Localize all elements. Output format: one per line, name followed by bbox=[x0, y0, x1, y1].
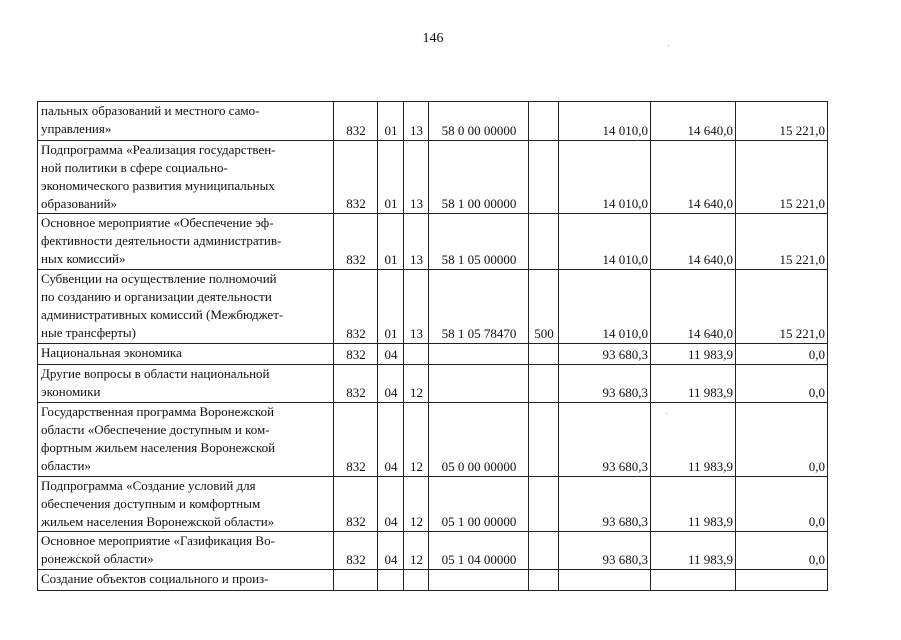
page-number: 146 bbox=[422, 31, 444, 46]
year3-cell: 0,0 bbox=[736, 403, 828, 477]
year3-cell: 15 221,0 bbox=[736, 102, 828, 141]
table-row bbox=[38, 477, 828, 532]
row-name-cell: Государственная программа Воронежской области «Обеспечение доступным и ком- фортным жильем населения Воронежской области» bbox=[38, 403, 334, 477]
vr-cell bbox=[529, 344, 559, 365]
year1-cell: 14 010,0 bbox=[559, 102, 651, 141]
year2-cell: 11 983,9 bbox=[651, 344, 736, 365]
year2-cell: 11 983,9 bbox=[651, 532, 736, 570]
vr-cell: 500 bbox=[529, 270, 559, 344]
year3-cell: 15 221,0 bbox=[736, 270, 828, 344]
table-row bbox=[38, 532, 828, 570]
csr-cell: 58 1 00 00000 bbox=[429, 141, 529, 214]
gr-cell: 832 bbox=[334, 365, 378, 403]
rz-cell: 01 bbox=[378, 141, 404, 214]
gr-cell: 832 bbox=[334, 214, 378, 270]
pr-cell: 13 bbox=[404, 102, 429, 141]
pr-cell: 12 bbox=[404, 532, 429, 570]
csr-cell: 05 1 00 00000 bbox=[429, 477, 529, 532]
year3-cell: 0,0 bbox=[736, 532, 828, 570]
rz-cell: 04 bbox=[378, 477, 404, 532]
year3-cell: 15 221,0 bbox=[736, 141, 828, 214]
table-row bbox=[38, 344, 828, 365]
vr-cell bbox=[529, 403, 559, 477]
budget-table bbox=[37, 101, 828, 591]
year2-cell: 11 983,9 bbox=[651, 477, 736, 532]
year2-cell: 14 640,0 bbox=[651, 270, 736, 344]
gr-cell: 832 bbox=[334, 344, 378, 365]
rz-cell: 04 bbox=[378, 403, 404, 477]
table-row bbox=[38, 141, 828, 214]
pr-cell: 12 bbox=[404, 477, 429, 532]
year1-cell: 14 010,0 bbox=[559, 141, 651, 214]
row-name-cell: Создание объектов социального и произ- bbox=[38, 570, 334, 591]
pr-cell bbox=[404, 344, 429, 365]
pr-cell: 13 bbox=[404, 270, 429, 344]
scan-speck bbox=[668, 45, 669, 46]
year3-cell: 0,0 bbox=[736, 477, 828, 532]
csr-cell: 58 1 05 00000 bbox=[429, 214, 529, 270]
rz-cell: 04 bbox=[378, 532, 404, 570]
rz-cell: 04 bbox=[378, 365, 404, 403]
pr-cell bbox=[404, 570, 429, 591]
rz-cell: 01 bbox=[378, 270, 404, 344]
vr-cell bbox=[529, 477, 559, 532]
vr-cell bbox=[529, 141, 559, 214]
csr-cell: 58 1 05 78470 bbox=[429, 270, 529, 344]
row-name-cell: Другие вопросы в области национальной экономики bbox=[38, 365, 334, 403]
rz-cell: 01 bbox=[378, 102, 404, 141]
year2-cell: 14 640,0 bbox=[651, 141, 736, 214]
vr-cell bbox=[529, 102, 559, 141]
gr-cell bbox=[334, 570, 378, 591]
year3-cell: 0,0 bbox=[736, 365, 828, 403]
vr-cell bbox=[529, 532, 559, 570]
gr-cell: 832 bbox=[334, 270, 378, 344]
pr-cell: 13 bbox=[404, 214, 429, 270]
table-row bbox=[38, 570, 828, 591]
year1-cell: 14 010,0 bbox=[559, 270, 651, 344]
row-name-cell: пальных образований и местного само- управления» bbox=[38, 102, 334, 141]
year1-cell: 93 680,3 bbox=[559, 403, 651, 477]
rz-cell: 04 bbox=[378, 344, 404, 365]
gr-cell: 832 bbox=[334, 141, 378, 214]
year1-cell: 93 680,3 bbox=[559, 477, 651, 532]
pr-cell: 12 bbox=[404, 403, 429, 477]
row-name-cell: Подпрограмма «Создание условий для обеспечения доступным и комфортным жильем населения Воронежской области» bbox=[38, 477, 334, 532]
year3-cell: 0,0 bbox=[736, 344, 828, 365]
year2-cell: 14 640,0 bbox=[651, 102, 736, 141]
rz-cell bbox=[378, 570, 404, 591]
pr-cell: 12 bbox=[404, 365, 429, 403]
table-row bbox=[38, 214, 828, 270]
year1-cell: 93 680,3 bbox=[559, 344, 651, 365]
vr-cell bbox=[529, 365, 559, 403]
csr-cell: 05 1 04 00000 bbox=[429, 532, 529, 570]
gr-cell: 832 bbox=[334, 403, 378, 477]
row-name-cell: Субвенции на осуществление полномочий по созданию и организации деятельности административных комиссий (Межбюджет- ные трансферты) bbox=[38, 270, 334, 344]
vr-cell bbox=[529, 570, 559, 591]
year1-cell: 93 680,3 bbox=[559, 365, 651, 403]
scan-speck bbox=[666, 413, 667, 414]
csr-cell bbox=[429, 365, 529, 403]
table-row bbox=[38, 270, 828, 344]
year1-cell bbox=[559, 570, 651, 591]
csr-cell: 05 0 00 00000 bbox=[429, 403, 529, 477]
year3-cell: 15 221,0 bbox=[736, 214, 828, 270]
budget-table-body bbox=[38, 102, 828, 591]
gr-cell: 832 bbox=[334, 102, 378, 141]
row-name-cell: Подпрограмма «Реализация государствен- ной политики в сфере социально- экономического развития муниципальных образований» bbox=[38, 141, 334, 214]
row-name-cell: Национальная экономика bbox=[38, 344, 334, 365]
year2-cell: 14 640,0 bbox=[651, 214, 736, 270]
year2-cell bbox=[651, 570, 736, 591]
csr-cell: 58 0 00 00000 bbox=[429, 102, 529, 141]
csr-cell bbox=[429, 570, 529, 591]
row-name-cell: Основное мероприятие «Обеспечение эф- фективности деятельности административ- ных комиссий» bbox=[38, 214, 334, 270]
year1-cell: 14 010,0 bbox=[559, 214, 651, 270]
table-row bbox=[38, 365, 828, 403]
year2-cell: 11 983,9 bbox=[651, 403, 736, 477]
year1-cell: 93 680,3 bbox=[559, 532, 651, 570]
gr-cell: 832 bbox=[334, 532, 378, 570]
rz-cell: 01 bbox=[378, 214, 404, 270]
vr-cell bbox=[529, 214, 559, 270]
row-name-cell: Основное мероприятие «Газификация Во- ронежской области» bbox=[38, 532, 334, 570]
table-row bbox=[38, 102, 828, 141]
pr-cell: 13 bbox=[404, 141, 429, 214]
table-row bbox=[38, 403, 828, 477]
year3-cell bbox=[736, 570, 828, 591]
year2-cell: 11 983,9 bbox=[651, 365, 736, 403]
csr-cell bbox=[429, 344, 529, 365]
gr-cell: 832 bbox=[334, 477, 378, 532]
